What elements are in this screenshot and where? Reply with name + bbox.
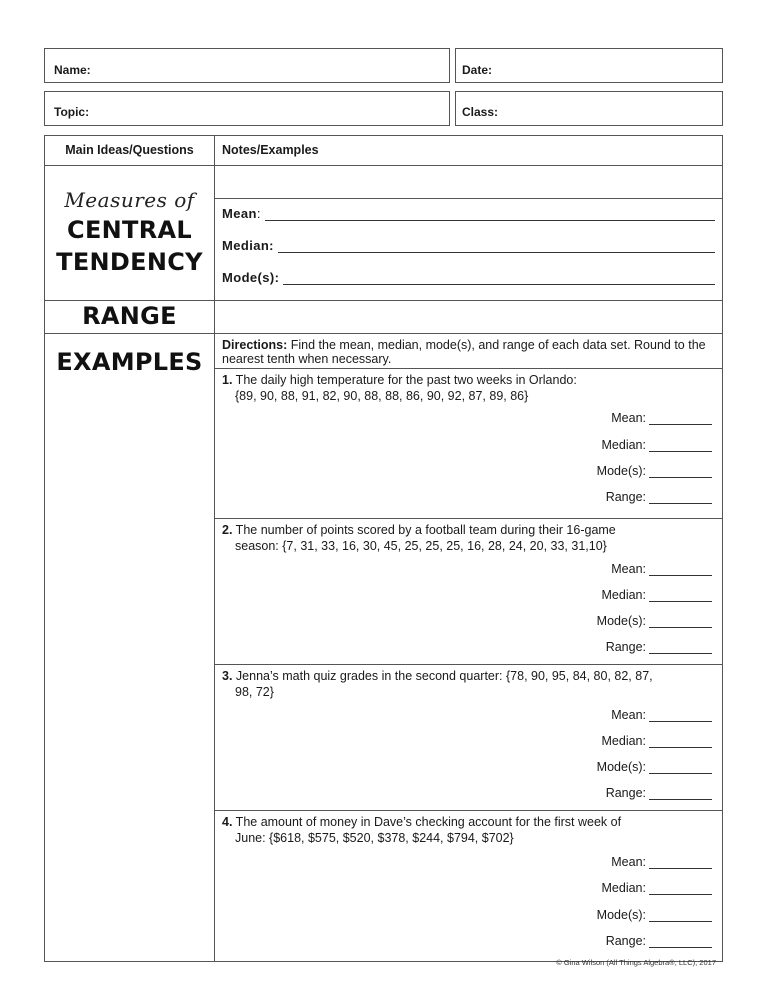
problem-3-number: 3. [222,669,233,683]
p4-range-label: Range: [605,934,646,948]
problem-1-mean[interactable] [611,411,712,425]
problem-2-data: season: {7, 31, 33, 16, 30, 45, 25, 25, 25, 16, 28, 24, 20, 33, 31,10} [235,539,607,553]
problem-3-text: Jenna’s math quiz grades in the second quarter: {78, 90, 95, 84, 80, 82, 87, [232,669,653,683]
problem-4-modes[interactable] [597,908,712,922]
p2-modes-label: Mode(s): [596,614,646,628]
problem-3-data: 98, 72} [235,685,274,699]
measures-of-heading: Measures of [64,188,195,212]
p1-modes-label: Mode(s): [596,464,646,478]
modes-row[interactable] [222,270,715,285]
directions-text [215,334,722,368]
p4-modes-blank[interactable] [649,909,712,922]
problem-2-median[interactable] [602,588,712,602]
col-notes-header: Notes/Examples [215,136,723,166]
problem-1-data: {89, 90, 88, 91, 82, 90, 88, 88, 86, 90, 92, 87, 89, 86} [235,389,529,403]
directions-body: Find the mean, median, mode(s), and range of each data set. Round to the nearest tenth when necessary. [222,338,706,366]
central-tendency-cell [45,166,215,301]
problem-4-number: 4. [222,815,233,829]
problem-4-range[interactable] [606,934,712,948]
problems-container [215,369,723,962]
central-heading: CENTRAL [67,216,192,244]
col-main-ideas-header: Main Ideas/Questions [45,136,215,166]
problem-2-text: The number of points scored by a football team during their 16-game [232,523,616,537]
p2-median-label: Median: [601,588,646,602]
problem-1-median[interactable] [602,438,712,452]
p1-median-label: Median: [601,438,646,452]
problem-4-text: The amount of money in Dave’s checking account for the first week of [232,815,622,829]
class-label: Class: [462,105,499,119]
p3-modes-label: Mode(s): [596,760,646,774]
problem-2-modes[interactable] [597,614,712,628]
problem-1-modes[interactable] [597,464,712,478]
p1-range-label: Range: [605,490,646,504]
problem-1-range[interactable] [606,490,712,504]
problem-2-range[interactable] [606,640,712,654]
range-notes-cell[interactable] [215,301,723,334]
mean-row[interactable] [222,206,715,221]
class-field[interactable] [455,91,723,126]
median-row[interactable] [222,238,715,253]
p3-median-blank[interactable] [649,735,712,748]
problem-4 [215,811,722,961]
mean-answer-line[interactable] [265,206,715,221]
name-field[interactable] [44,48,450,83]
modes-label: Mode(s): [222,270,280,285]
range-cell [45,301,215,334]
range-heading: RANGE [82,302,177,330]
problem-1-number: 1. [222,373,233,387]
p1-mean-label: Mean: [611,411,646,425]
p1-range-blank[interactable] [649,491,712,504]
date-label: Date: [462,63,493,77]
p2-median-blank[interactable] [649,589,712,602]
examples-cell [45,334,215,962]
problem-3-modes[interactable] [597,760,712,774]
directions-label: Directions: [222,338,288,352]
p1-median-blank[interactable] [649,439,712,452]
examples-heading: EXAMPLES [56,348,203,376]
p3-mean-label: Mean: [611,708,646,722]
problem-1 [215,369,722,519]
definitions-cell [215,166,723,301]
p1-mean-blank[interactable] [649,412,712,425]
problem-2 [215,519,722,665]
p2-modes-blank[interactable] [649,615,712,628]
topic-label: Topic: [54,105,90,119]
p1-modes-blank[interactable] [649,465,712,478]
problem-3-median[interactable] [602,734,712,748]
problem-3-mean[interactable] [611,708,712,722]
p3-mean-blank[interactable] [649,709,712,722]
p2-range-blank[interactable] [649,641,712,654]
problem-3 [215,665,722,811]
modes-answer-line[interactable] [283,270,715,285]
p4-modes-label: Mode(s): [596,908,646,922]
p2-mean-label: Mean: [611,562,646,576]
problem-3-range[interactable] [606,786,712,800]
median-label: Median: [222,238,274,253]
problem-4-median[interactable] [602,881,712,895]
copyright-footer: © Gina Wilson (All Things Algebra®, LLC), 2017 [556,958,716,967]
p2-range-label: Range: [605,640,646,654]
p3-modes-blank[interactable] [649,761,712,774]
p4-mean-label: Mean: [611,855,646,869]
problem-1-text: The daily high temperature for the past two weeks in Orlando: [232,373,577,387]
problem-4-data: June: {$618, $575, $520, $378, $244, $794, $702} [235,831,514,845]
p3-range-blank[interactable] [649,787,712,800]
p4-median-label: Median: [601,881,646,895]
tendency-heading: TENDENCY [56,248,203,276]
p3-range-label: Range: [605,786,646,800]
p3-median-label: Median: [601,734,646,748]
median-answer-line[interactable] [278,238,715,253]
problem-4-mean[interactable] [611,855,712,869]
mean-label: Mean [222,206,257,221]
mean-colon: : [256,206,261,221]
date-field[interactable] [455,48,723,83]
directions-cell [215,334,723,369]
name-label: Name: [54,63,91,77]
p4-mean-blank[interactable] [649,856,712,869]
problem-2-mean[interactable] [611,562,712,576]
p2-mean-blank[interactable] [649,563,712,576]
notes-table [44,135,723,962]
p4-median-blank[interactable] [649,882,712,895]
problem-2-number: 2. [222,523,233,537]
p4-range-blank[interactable] [649,935,712,948]
topic-field[interactable] [44,91,450,126]
